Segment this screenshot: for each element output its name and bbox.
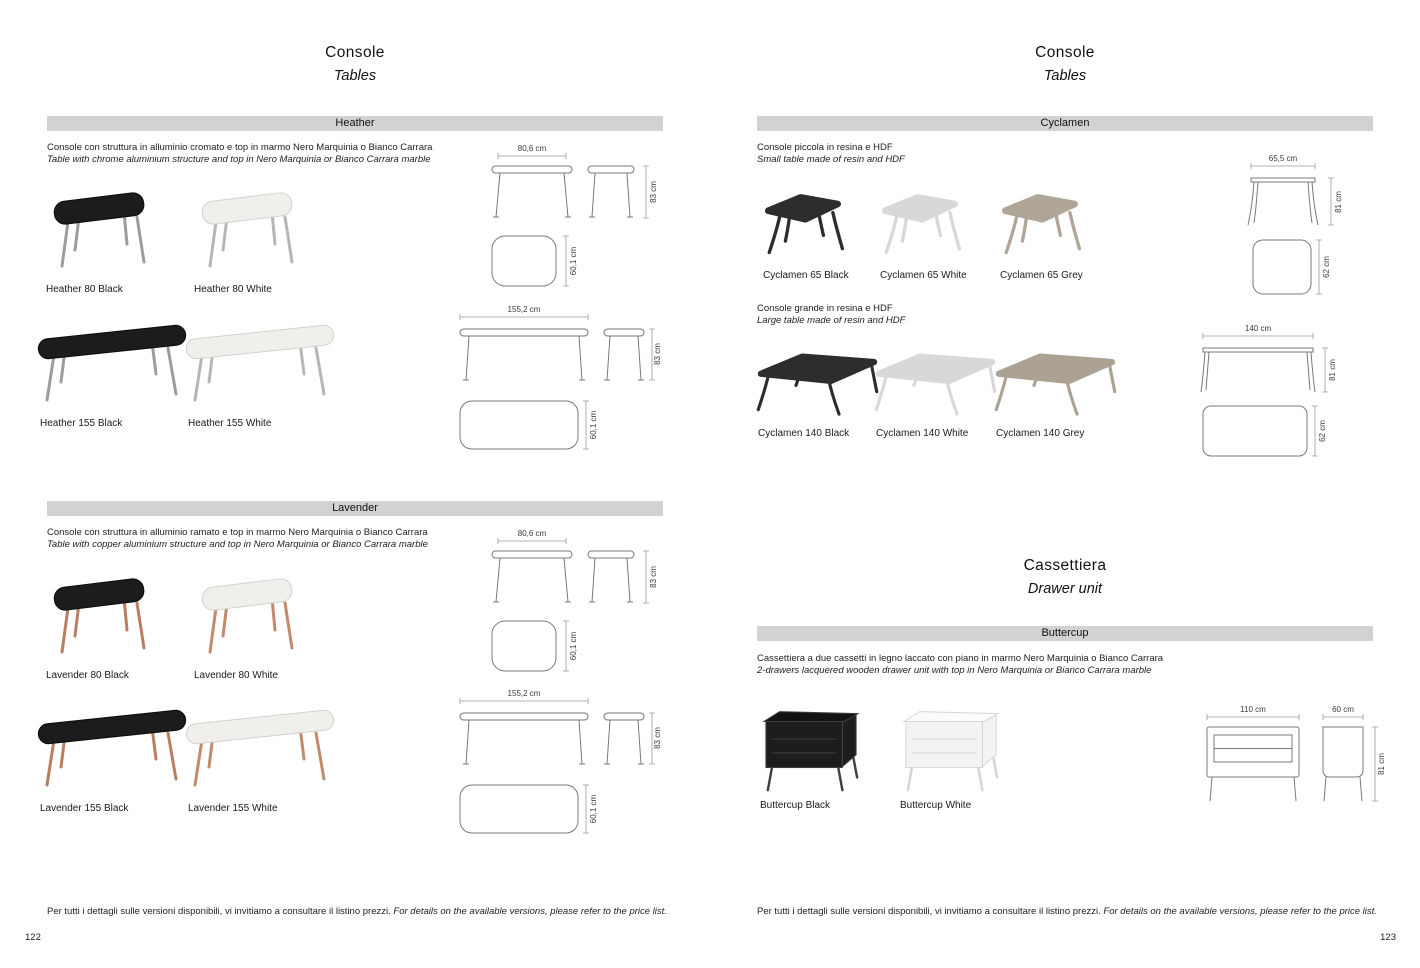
product-heather-80-white xyxy=(186,188,306,295)
product-photo xyxy=(750,345,885,424)
product-label: Lavender 155 Black xyxy=(40,803,129,814)
page-title: Console xyxy=(325,44,385,61)
cassettiera-subtitle: Drawer unit xyxy=(1027,581,1103,597)
cassettiera-title: Cassettiera xyxy=(1023,557,1107,574)
product-photo xyxy=(38,188,158,280)
description-english: Table with chrome aluminium structure and top in Nero Marquinia or Bianco Carrara marble xyxy=(47,154,431,165)
product-label: Buttercup Black xyxy=(760,800,831,811)
dimension-drawing-heather-155 xyxy=(452,303,667,458)
product-photo xyxy=(752,693,870,796)
dimension-drawing-cyclamen-65 xyxy=(1215,152,1365,300)
table-top xyxy=(201,578,293,612)
section-header-heather: Heather xyxy=(47,116,663,131)
product-lavender-80-black xyxy=(38,574,158,681)
dim-depth-label: 62 cm xyxy=(1322,256,1331,278)
product-cyclamen-140-white xyxy=(868,345,1003,439)
dimension-drawing-lavender-80 xyxy=(460,527,665,679)
page-title: Console xyxy=(1035,44,1095,61)
product-photo xyxy=(32,707,192,799)
dimension-drawing-lavender-155 xyxy=(452,687,667,842)
dim-height-label: 83 cm xyxy=(653,343,662,365)
product-cyclamen-65-black xyxy=(755,182,850,281)
dim-depth-label: 60,1 cm xyxy=(569,246,578,276)
footer-note xyxy=(47,906,687,917)
product-label: Cyclamen 65 Black xyxy=(763,270,849,281)
table-top xyxy=(37,324,186,359)
footer-english: For details on the available versions, please refer to the price list. xyxy=(393,906,667,917)
product-label: Cyclamen 140 Grey xyxy=(996,428,1085,439)
description-italian: Cassettiera a due cassetti in legno laccato con piano in marmo Nero Marquinia o Bianco Carrara xyxy=(757,653,1164,664)
drawer-unit-top xyxy=(904,712,998,722)
product-lavender-80-white xyxy=(186,574,306,681)
product-cyclamen-140-grey xyxy=(988,345,1123,439)
product-label: Lavender 155 White xyxy=(188,803,278,814)
product-photo xyxy=(868,345,1003,424)
dim-width-label: 65,5 cm xyxy=(1268,154,1298,163)
dim-height-label: 83 cm xyxy=(653,727,662,749)
product-label: Cyclamen 140 White xyxy=(876,428,969,439)
dim-width-label: 80,6 cm xyxy=(517,144,547,153)
product-label: Heather 80 Black xyxy=(46,284,123,295)
product-buttercup-white xyxy=(892,693,1010,811)
product-buttercup-black xyxy=(752,693,870,811)
table-top xyxy=(185,709,334,744)
product-label: Cyclamen 65 Grey xyxy=(1000,270,1083,281)
product-cyclamen-140-black xyxy=(750,345,885,439)
dim-depth-label: 60 cm xyxy=(1332,705,1354,714)
table-top xyxy=(53,192,145,226)
description-italian: Console piccola in resina e HDF xyxy=(757,142,893,153)
dim-depth-label: 62 cm xyxy=(1318,420,1327,442)
product-cyclamen-65-white xyxy=(872,182,967,281)
section-description-cyclamen-large xyxy=(757,303,905,327)
product-photo xyxy=(755,182,850,266)
description-italian: Console con struttura in alluminio ramato e top in marmo Nero Marquinia o Bianco Carrara xyxy=(47,527,428,538)
dim-width-label: 155,2 cm xyxy=(507,305,541,314)
product-label: Lavender 80 Black xyxy=(46,670,129,681)
table-top xyxy=(885,197,954,219)
table-top xyxy=(999,357,1112,381)
footer-italian: Per tutti i dettagli sulle versioni disponibili, vi invitiamo a consultare il listino prezzi. xyxy=(757,906,1101,917)
description-italian: Console con struttura in alluminio cromato e top in marmo Nero Marquinia o Bianco Carrara xyxy=(47,142,433,153)
description-english: Small table made of resin and HDF xyxy=(757,154,905,165)
table-top xyxy=(53,578,145,612)
product-label: Cyclamen 65 White xyxy=(880,270,967,281)
product-label: Heather 80 White xyxy=(194,284,272,295)
product-photo xyxy=(32,322,192,414)
section-header-lavender: Lavender xyxy=(47,501,663,516)
product-photo xyxy=(38,574,158,666)
page-number: 122 xyxy=(25,932,41,943)
table-top xyxy=(185,324,334,359)
dim-height-label: 81 cm xyxy=(1377,753,1386,775)
dim-depth-label: 60,1 cm xyxy=(569,631,578,661)
footer-note xyxy=(757,906,1397,917)
product-label: Heather 155 White xyxy=(188,418,272,429)
product-photo xyxy=(180,707,340,799)
dim-width-label: 80,6 cm xyxy=(517,529,547,538)
dimension-drawing-buttercup xyxy=(1195,703,1395,808)
product-lavender-155-white xyxy=(180,707,340,814)
dim-height-label: 81 cm xyxy=(1328,359,1337,381)
dim-depth-label: 60,1 cm xyxy=(589,794,598,824)
product-label: Cyclamen 140 Black xyxy=(758,428,850,439)
product-photo xyxy=(180,322,340,414)
section-description-heather xyxy=(47,142,432,166)
description-italian: Console grande in resina e HDF xyxy=(757,303,893,314)
dimension-drawing-cyclamen-140 xyxy=(1195,322,1360,462)
description-english: Table with copper aluminium structure and top in Nero Marquinia or Bianco Carrara marble xyxy=(47,539,428,550)
dimension-drawing-heather-80 xyxy=(460,142,665,294)
product-photo xyxy=(186,574,306,666)
dim-height-label: 83 cm xyxy=(649,181,658,203)
product-heather-155-white xyxy=(180,322,340,429)
product-heather-155-black xyxy=(32,322,192,429)
product-photo xyxy=(992,182,1087,266)
table-top xyxy=(879,357,992,381)
drawer-unit-top xyxy=(764,712,858,722)
product-label: Heather 155 Black xyxy=(40,418,123,429)
section-description-buttercup xyxy=(757,653,1163,677)
catalog-page-right xyxy=(710,0,1420,968)
product-photo xyxy=(988,345,1123,424)
page-number: 123 xyxy=(1380,932,1396,943)
product-label: Buttercup White xyxy=(900,800,972,811)
description-english: Large table made of resin and HDF xyxy=(757,315,906,326)
product-cyclamen-65-grey xyxy=(992,182,1087,281)
table-top xyxy=(761,357,874,381)
dim-depth-label: 60,1 cm xyxy=(589,410,598,440)
dim-height-label: 83 cm xyxy=(649,566,658,588)
table-top xyxy=(201,192,293,226)
section-description-cyclamen-small xyxy=(757,142,905,166)
product-photo xyxy=(186,188,306,280)
dim-width-label: 155,2 cm xyxy=(507,689,541,698)
dim-width-label: 140 cm xyxy=(1244,324,1272,333)
product-heather-80-black xyxy=(38,188,158,295)
table-top xyxy=(1005,197,1074,219)
dim-width-label: 110 cm xyxy=(1240,705,1266,714)
product-photo xyxy=(892,693,1010,796)
section-header-buttercup: Buttercup xyxy=(757,626,1373,641)
product-label: Lavender 80 White xyxy=(194,670,278,681)
page-subtitle: Tables xyxy=(1043,68,1087,84)
product-photo xyxy=(872,182,967,266)
table-top xyxy=(37,709,186,744)
footer-italian: Per tutti i dettagli sulle versioni disponibili, vi invitiamo a consultare il listino prezzi. xyxy=(47,906,391,917)
description-english: 2-drawers lacquered wooden drawer unit with top in Nero Marquinia or Bianco Carrara marble xyxy=(757,665,1152,676)
table-top xyxy=(768,197,837,219)
product-lavender-155-black xyxy=(32,707,192,814)
footer-english: For details on the available versions, please refer to the price list. xyxy=(1103,906,1377,917)
section-description-lavender xyxy=(47,527,428,551)
section-header-cyclamen: Cyclamen xyxy=(757,116,1373,131)
dim-height-label: 81 cm xyxy=(1334,191,1343,213)
page-subtitle: Tables xyxy=(333,68,377,84)
